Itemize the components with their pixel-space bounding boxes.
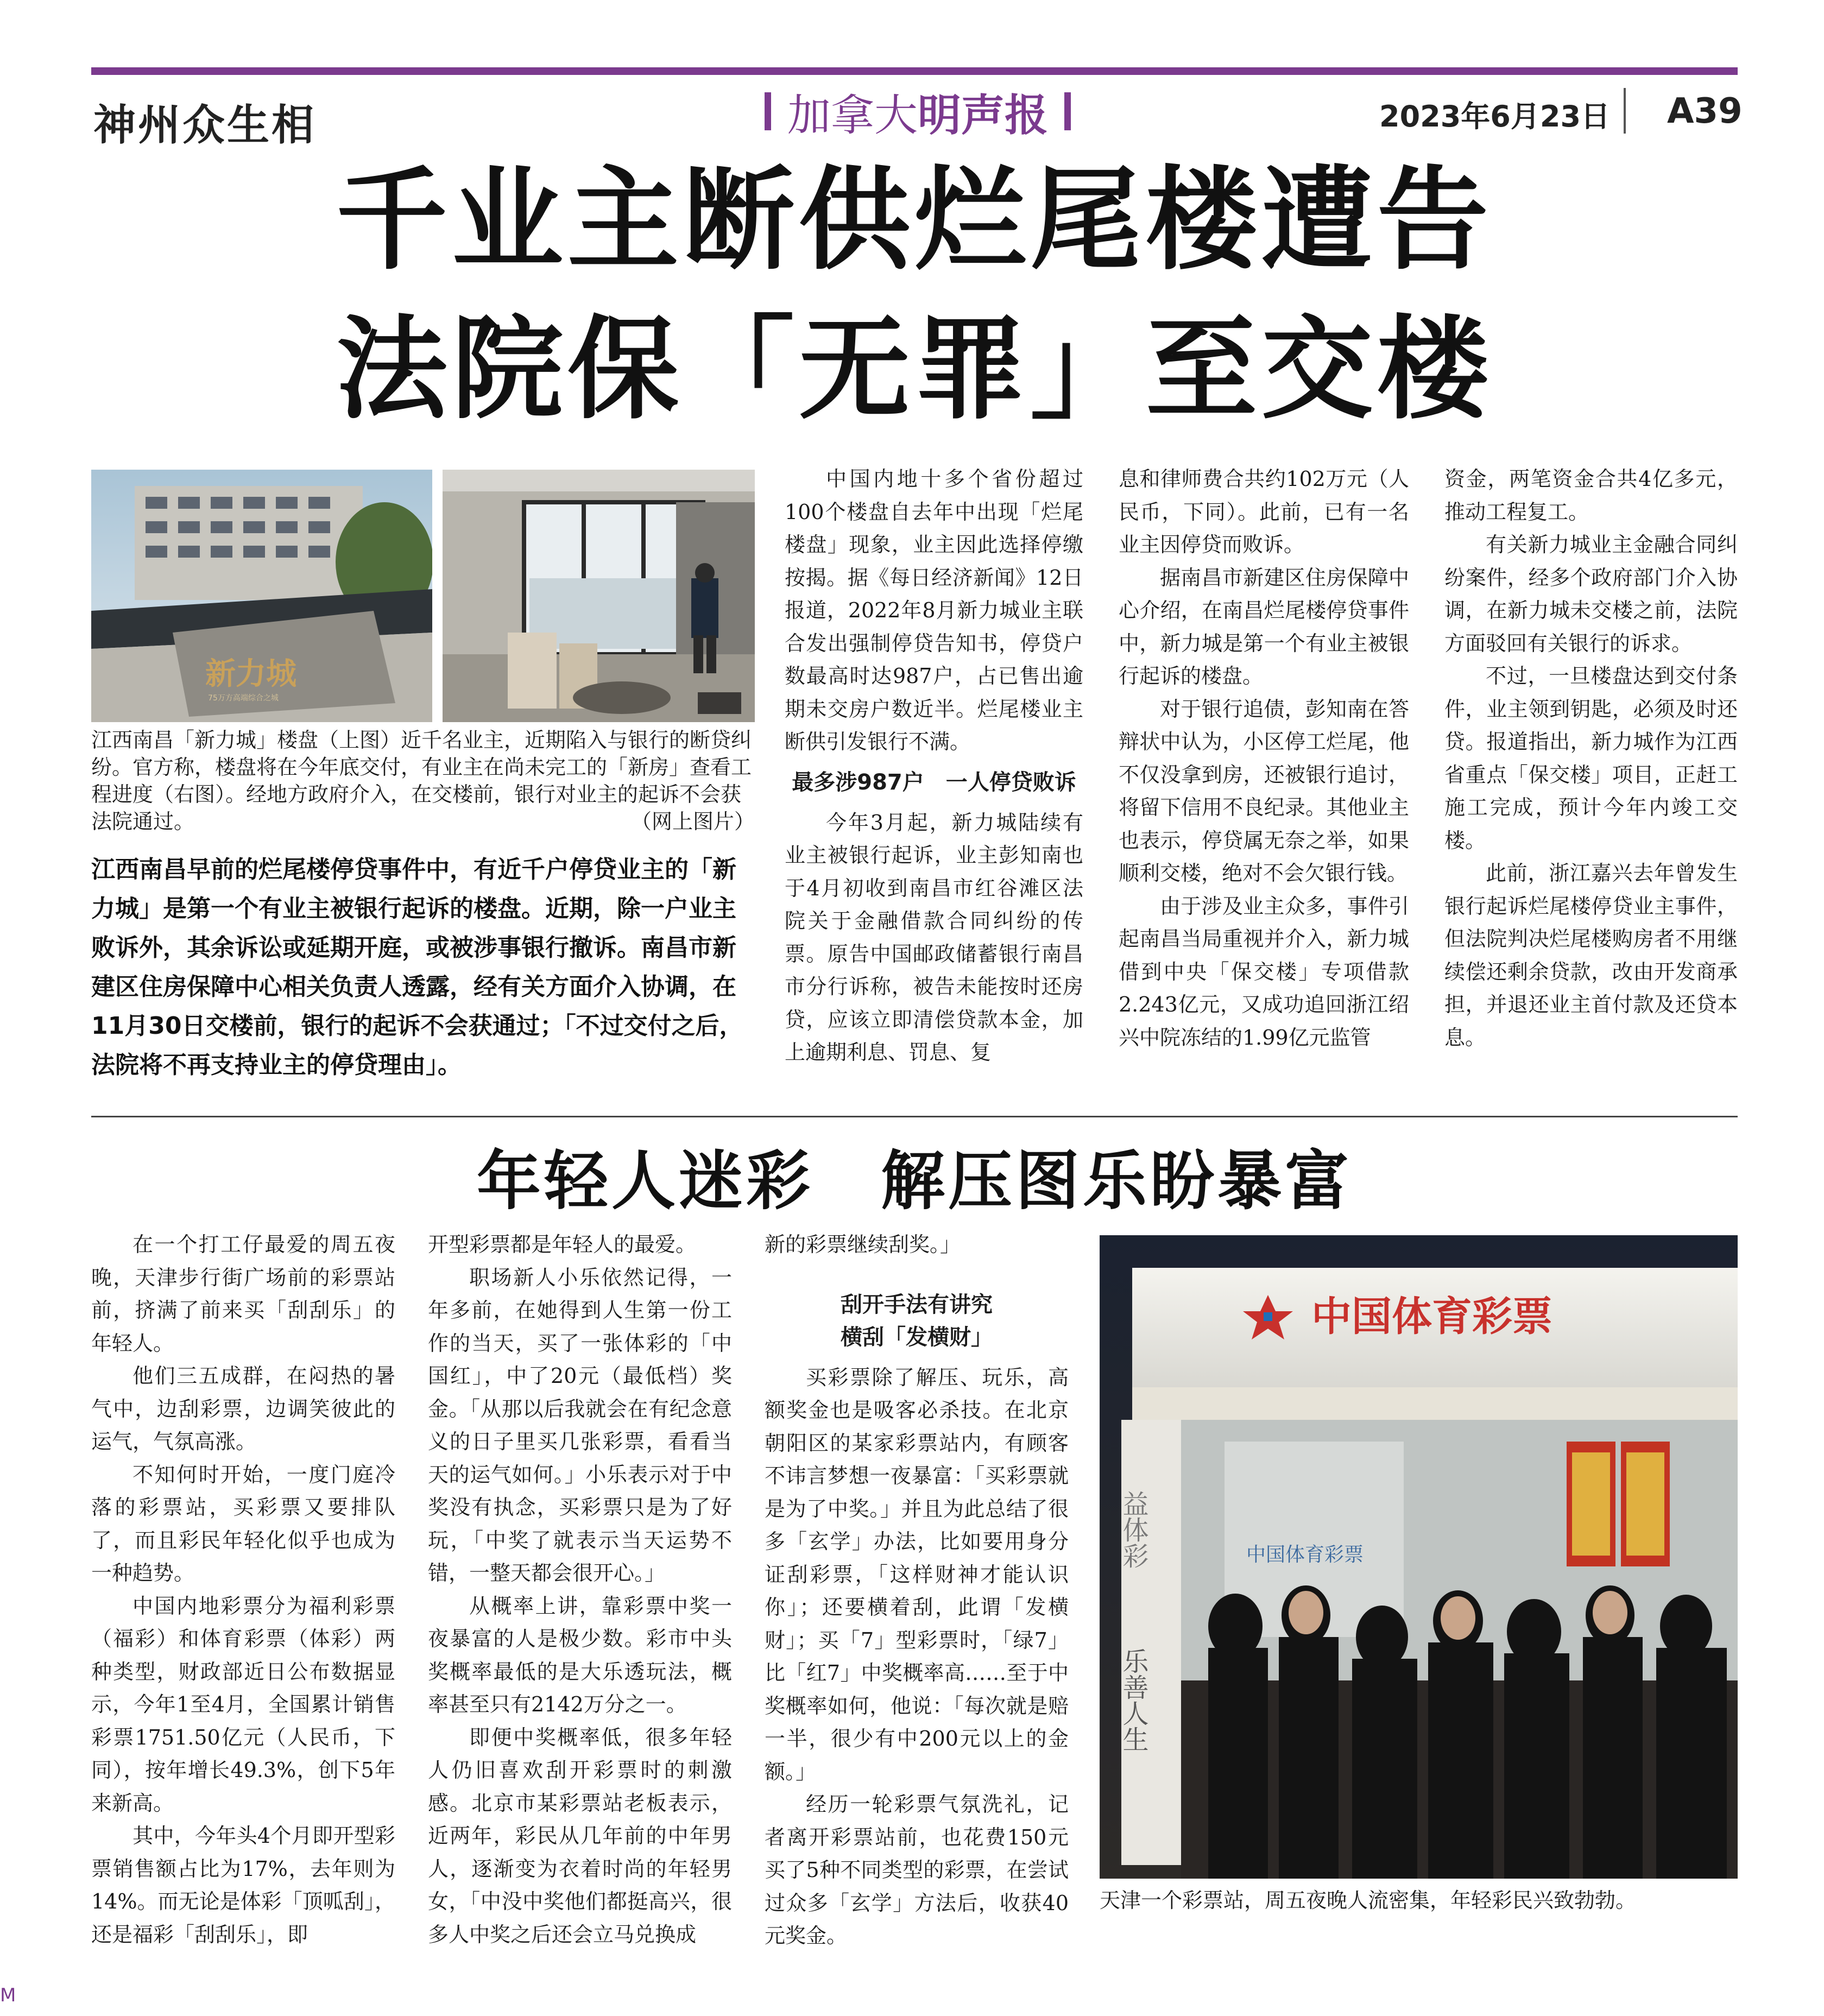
page-number: A39	[1667, 91, 1743, 131]
interior-photo-graphic	[443, 470, 755, 722]
article-2-paragraph: 新的彩票继续刮奖。」	[765, 1233, 961, 1256]
kiosk-side-text: 益体彩	[1118, 1490, 1148, 1569]
masthead-brand	[739, 81, 1097, 141]
article-1-paragraph: 今年3月起，新力城陆续有业主被银行起诉，业主彭知南也于4月初收到南昌市红谷滩区法院关于金融借款合同纠纷的传票。原告中国邮政储蓄银行南昌市分行诉称，被告未能按时还房贷，应该立即清偿贷款本金，加上逾期利息、罚息、复	[785, 810, 1083, 1064]
article-2-column-1	[91, 1228, 395, 1951]
article-1-column-3	[1444, 463, 1738, 1054]
article-1-paragraph: 对于银行追债，彭知南在答辩状中认为，小区停工烂尾，他不仅没拿到房，还被银行追讨，将留下信用不良纪录。其他业主也表示，停贷属无奈之举，如果顺利交楼，绝对不会欠银行钱。	[1119, 697, 1409, 885]
header-divider	[1624, 88, 1626, 134]
kiosk-side-text-2: 乐善人生	[1118, 1648, 1148, 1752]
article-1-lead: 江西南昌早前的烂尾楼停贷事件中，有近千户停贷业主的「新力城」是第一个有业主被银行起诉的楼盘。近期，除一户业主败诉外，其余诉讼或延期开庭，或被涉事银行撤诉。南昌市新建区住房保障中心相关负责人透露，经有关方面介入协调，在11月30日交楼前，银行的起诉不会获通过；「不过交付之后，法院将不再支持业主的停贷理由」。	[91, 856, 743, 1079]
article-1-paragraph: 据南昌市新建区住房保障中心介绍，在南昌烂尾楼停贷事件中，新力城是第一个有业主被银行起诉的楼盘。	[1119, 565, 1409, 688]
brand-prefix: 加拿大	[787, 90, 918, 141]
article-2-headline: 年轻人迷彩 解压图乐盼暴富	[476, 1143, 1352, 1218]
photo-caption-1	[91, 726, 755, 835]
article-2-subhead-line-2: 横刮「发横财」	[841, 1324, 993, 1350]
article-2-paragraph: 职场新人小乐依然记得，一年多前，在她得到人生第一份工作的当天，买了一张体彩的「中国红」，中了20元（最低档）奖金。「从那以后我就会在有纪念意义的日子里买几张彩票，看看当天的运气如何。」小乐表示对于中奖没有执念，买彩票只是为了好玩，「中奖了就表示当天运势不错，一整天都会很开心。」	[428, 1265, 732, 1585]
top-rule	[91, 67, 1738, 75]
kiosk-window-text: 中国体育彩票	[1246, 1544, 1364, 1566]
article-2-paragraph: 经历一轮彩票气氛洗礼，记者离开彩票站前，也花费150元买了5种不同类型的彩票，在尝试过众多「玄学」方法后，收获40元奖金。	[765, 1792, 1069, 1948]
building-sign-text: 新力城	[205, 656, 296, 692]
article-divider	[91, 1116, 1738, 1117]
kiosk-sign-text: 中国体育彩票	[1311, 1293, 1552, 1340]
article-2-column-2	[428, 1228, 732, 1951]
article-2-paragraph: 其中，今年头4个月即开型彩票销售额占比为17%，去年则为14%。而无论是体彩「顶呱刮」，还是福彩「刮刮乐」，即	[91, 1824, 395, 1947]
article-2-paragraph: 在一个打工仔最爱的周五夜晚，天津步行街广场前的彩票站前，挤满了前来买「刮刮乐」的年轻人。	[91, 1233, 395, 1355]
headline-line-1: 千业主断供烂尾楼遭告	[336, 155, 1493, 285]
section-title: 神州众生相	[93, 101, 317, 150]
article-2-paragraph: 买彩票除了解压、玩乐，高额奖金也是吸客必杀技。在北京朝阳区的某家彩票站内，有顾客不讳言梦想一夜暴富：「买彩票就是为了中奖。」并且为此总结了很多「玄学」办法，比如要用身分证刮彩票，「这样财神才能认识你」；还要横着刮，此谓「发横财」；买「7」型彩票时，「绿7」比「红7」中奖概率高……至于中奖概率如何，他说：「每次就是赔一半，很少有中200元以上的金额。」	[765, 1365, 1069, 1784]
article-1-paragraph: 息和律师费合共约102万元（人民币，下同）。此前，已有一名业主因停贷而败诉。	[1119, 467, 1409, 557]
brand-bar-right	[1064, 92, 1071, 130]
article-1-column-1	[785, 463, 1083, 1069]
article-1-paragraph: 中国内地十多个省份超过100个楼盘自去年中出现「烂尾楼盘」现象，业主因此选择停缴按揭。据《每日经济新闻》12日报道，2022年8月新力城业主联合发出强制停贷告知书，停贷户数最高时达987户，占已售出逾期未交房户数近半。烂尾楼业主断供引发银行不满。	[785, 467, 1083, 754]
article-2-column-3	[765, 1228, 1069, 1952]
article-2-paragraph: 他们三五成群，在闷热的暑气中，边刮彩票，边调笑彼此的运气，气氛高涨。	[91, 1364, 395, 1453]
article-2-paragraph: 开型彩票都是年轻人的最爱。	[428, 1233, 697, 1256]
article-1-paragraph: 不过，一旦楼盘达到交付条件，业主领到钥匙，必须及时还贷。报道指出，新力城作为江西省重点「保交楼」项目，正赶工施工完成，预计今年内竣工交楼。	[1444, 664, 1738, 852]
brand-name: 明声报	[918, 90, 1048, 141]
building-sign-subtext: 75万方高端综合之城	[208, 694, 279, 703]
photo-lottery-kiosk	[1100, 1235, 1738, 1879]
photo-building-exterior	[91, 470, 432, 722]
article-1-column-2	[1119, 463, 1409, 1054]
article-1-paragraph: 有关新力城业主金融合同纠纷案件，经多个政府部门介入协调，在新力城未交楼之前，法院方面驳回有关银行的诉求。	[1444, 533, 1738, 655]
kiosk-photo-graphic	[1100, 1235, 1738, 1879]
article-2-paragraph: 中国内地彩票分为福利彩票（福彩）和体育彩票（体彩）两种类型，财政部近日公布数据显示，今年1至4月，全国累计销售彩票1751.50亿元（人民币，下同），按年增长49.3%，创下5年来新高。	[91, 1594, 395, 1815]
brand-bar-left	[765, 92, 771, 130]
photo-unfinished-interior	[443, 470, 755, 722]
photo-caption-2: 天津一个彩票站，周五夜晚人流密集，年轻彩民兴致勃勃。	[1100, 1888, 1637, 1912]
article-1-paragraph: 资金，两笔资金合共4亿多元，推动工程复工。	[1444, 467, 1738, 524]
article-1-paragraph: 由于涉及业主众多，事件引起南昌当局重视并介入，新力城借到中央「保交楼」专项借款2.243亿元，又成功追回浙江绍兴中院冻结的1.99亿元监管	[1119, 894, 1409, 1050]
caption-1-text: 江西南昌「新力城」楼盘（上图）近千名业主，近期陷入与银行的断贷纠纷。官方称，楼盘将在今年底交付，有业主在尚未完工的「新房」查看工程进度（右图）。经地方政府介入，在交楼前，银行对业主的起诉不会获法院通过。	[91, 728, 752, 833]
headline-line-2: 法院保「无罪」至交楼	[336, 304, 1493, 434]
article-2-paragraph: 不知何时开始，一度门庭冷落的彩票站，买彩票又要排队了，而且彩民年轻化似乎也成为一种趋势。	[91, 1462, 395, 1585]
article-1-subhead: 最多涉987户 一人停贷败诉	[792, 769, 1076, 795]
article-2-paragraph: 从概率上讲，靠彩票中奖一夜暴富的人是极少数。彩市中头奖概率最低的是大乐透玩法，概率甚至只有2142万分之一。	[428, 1594, 732, 1716]
article-2-subhead-line-1: 刮开手法有讲究	[841, 1292, 993, 1317]
issue-date: 2023年6月23日	[1379, 99, 1611, 134]
article-2-paragraph: 即便中奖概率低，很多年轻人仍旧喜欢刮开彩票时的刺激感。北京市某彩票站老板表示，近两年，彩民从几年前的中年男人，逐渐变为衣着时尚的年轻男女，「中没中奖他们都挺高兴，很多人中奖之后还会立马兑换成	[428, 1725, 732, 1947]
building-photo-graphic	[91, 470, 432, 722]
page-corner-mark: M	[0, 1985, 16, 2006]
article-1-paragraph: 此前，浙江嘉兴去年曾发生银行起诉烂尾楼停贷业主事件，但法院判决烂尾楼购房者不用继续偿还剩余贷款，改由开发商承担，并退还业主首付款及还贷本息。	[1444, 861, 1738, 1050]
article-2-subhead	[765, 1288, 1069, 1354]
caption-1-credit: （网上图片）	[630, 810, 755, 833]
